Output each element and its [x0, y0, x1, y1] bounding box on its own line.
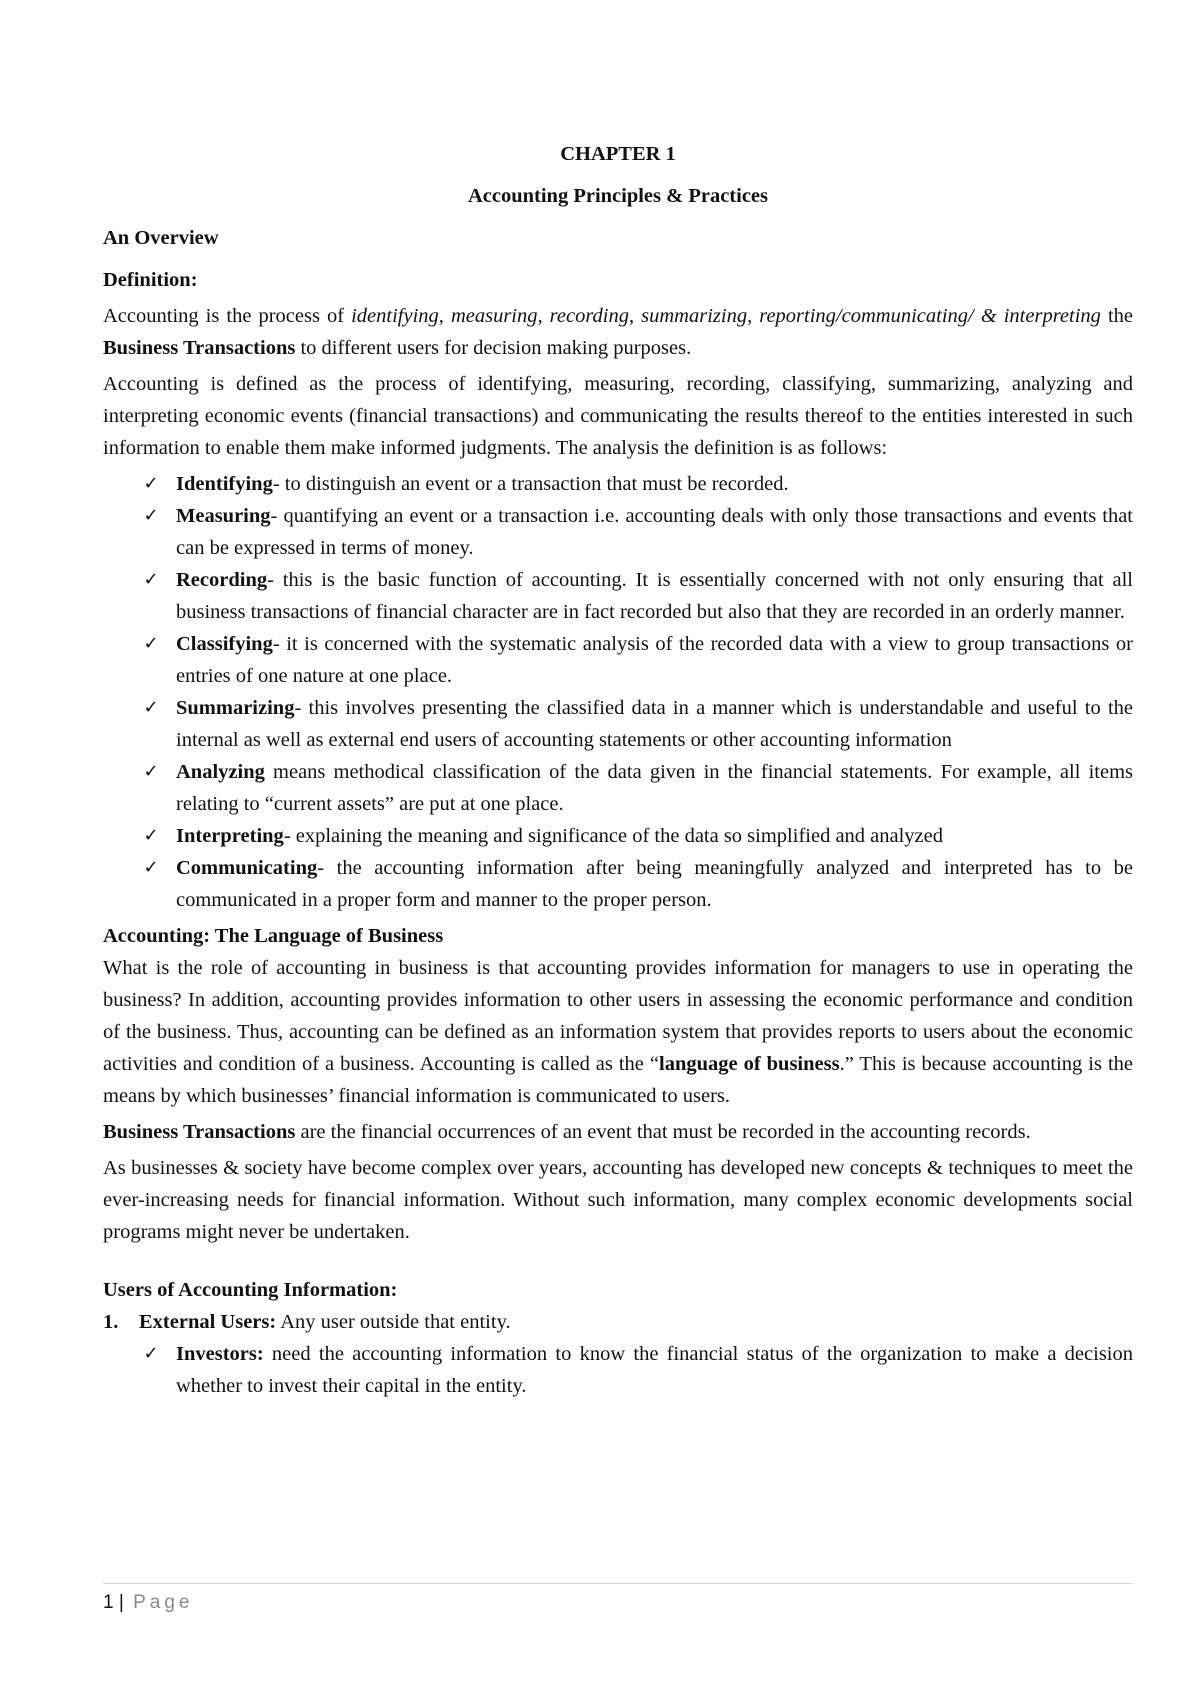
list-item: ✓ Analyzing means methodical classification of the data given in the financial statements. For example, all items relating to “current assets” are put at one place.: [103, 756, 1133, 820]
language-paragraph-1: What is the role of accounting in business is that accounting provides information for managers to use in operating the business? In addition, accounting provides information to other users in assessing the economic performance and condition of the business. Thus, accounting can be defined as an information system that provides reports to users about the economic activities and condition of a business. Accounting is called as the “language of business.” This is because accounting is the means by which businesses’ financial information is communicated to users.: [103, 957, 1133, 1107]
list-item: ✓ Investors: need the accounting information to know the financial status of the organization to make a decision whether to invest their capital in the entity.: [103, 1338, 1133, 1402]
footer-separator: |: [118, 1592, 124, 1613]
checkmark-icon: ✓: [143, 761, 159, 782]
checkmark-icon: ✓: [143, 473, 159, 494]
checkmark-icon: ✓: [143, 569, 159, 590]
checkmark-icon: ✓: [143, 633, 159, 654]
list-item: ✓ Interpreting- explaining the meaning and significance of the data so simplified and analyzed: [103, 820, 1133, 852]
list-item: ✓ Measuring- quantifying an event or a transaction i.e. accounting deals with only those transactions and events that can be expressed in terms of money.: [103, 500, 1133, 564]
checkmark-icon: ✓: [143, 825, 159, 846]
list-item: ✓ Summarizing- this involves presenting the classified data in a manner which is understandable and useful to the internal as well as external end users of accounting statements or other accounting information: [103, 692, 1133, 756]
users-checklist: [103, 1338, 1133, 1402]
page-label: Page: [133, 1592, 194, 1613]
list-item: ✓ Classifying- it is concerned with the systematic analysis of the recorded data with a view to group transactions or entries of one nature at one place.: [103, 628, 1133, 692]
checkmark-icon: ✓: [143, 505, 159, 526]
document-page: [103, 138, 1133, 1406]
list-item: ✓ Recording- this is the basic function of accounting. It is essentially concerned with not only ensuring that all business transactions of financial character are in fact recorded but also that they are recorded in an orderly manner.: [103, 564, 1133, 628]
page-number: 1: [103, 1592, 114, 1613]
numbered-item-external-users: 1. External Users: Any user outside that entity.: [103, 1306, 1133, 1338]
checkmark-icon: ✓: [143, 697, 159, 718]
item-number: 1.: [103, 1311, 119, 1333]
overview-heading: An Overview: [103, 227, 219, 249]
language-of-business-heading: Accounting: The Language of Business: [103, 925, 444, 947]
page-footer: [103, 1583, 1133, 1614]
definition-paragraph-2: Accounting is defined as the process of identifying, measuring, recording, classifying, summarizing, analyzing and interpreting economic events (financial transactions) and communicating the results thereof to the entities interested in such information to enable them make informed judgments. The analysis the definition is as follows:: [103, 373, 1133, 459]
definition-paragraph-1: Accounting is the process of identifying, measuring, recording, summarizing, reporting/communicating/ & interpreting the Business Transactions to different users for decision making purposes.: [103, 305, 1134, 359]
language-paragraph-2: Business Transactions are the financial occurrences of an event that must be recorded in the accounting records.: [103, 1121, 1031, 1143]
list-item: ✓ Communicating- the accounting information after being meaningfully analyzed and interpreted has to be communicated in a proper form and manner to the proper person.: [103, 852, 1133, 916]
users-heading: Users of Accounting Information:: [103, 1279, 398, 1301]
language-paragraph-3: As businesses & society have become complex over years, accounting has developed new concepts & techniques to meet the ever-increasing needs for financial information. Without such information, many complex economic developments social programs might never be undertaken.: [103, 1157, 1133, 1243]
definition-checklist: [103, 468, 1133, 916]
chapter-title: Accounting Principles & Practices: [467, 185, 769, 207]
checkmark-icon: ✓: [143, 857, 159, 878]
checkmark-icon: ✓: [143, 1343, 159, 1364]
section-spacer: [103, 1252, 1133, 1274]
chapter-heading: CHAPTER 1: [560, 143, 676, 165]
list-item: ✓ Identifying- to distinguish an event or a transaction that must be recorded.: [103, 468, 1133, 500]
definition-heading: Definition:: [103, 269, 198, 291]
